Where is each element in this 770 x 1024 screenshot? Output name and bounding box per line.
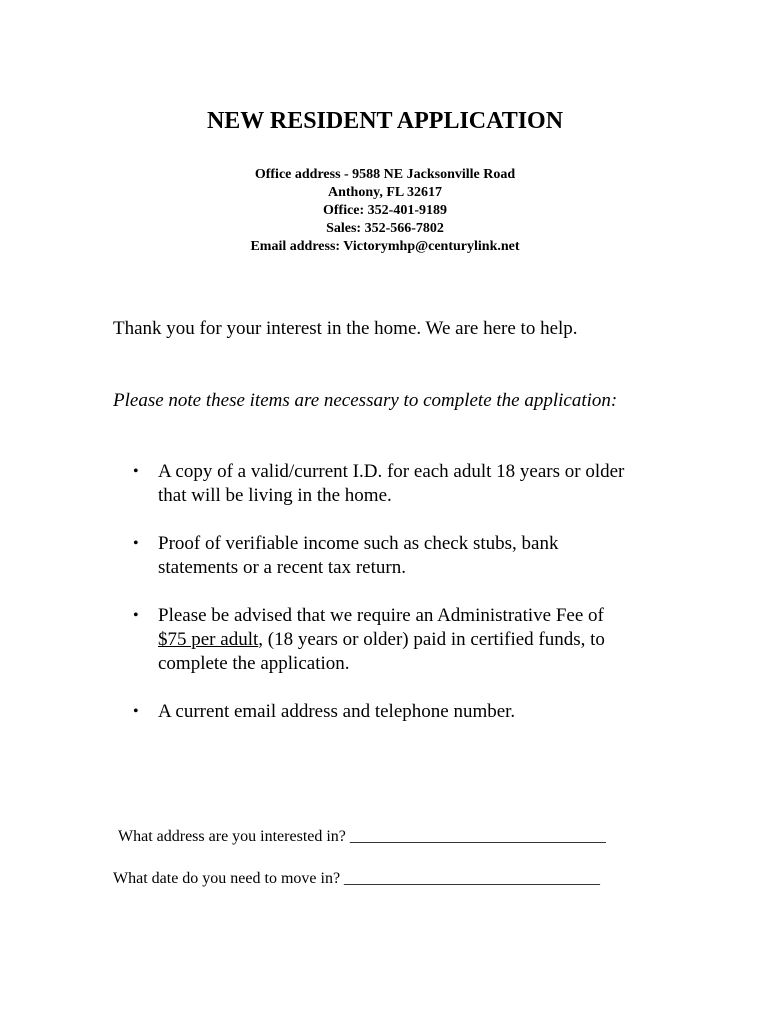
- bullet-icon: •: [133, 607, 139, 624]
- bullet-icon: •: [133, 535, 139, 552]
- office-address: Office address - 9588 NE Jacksonville Road: [254, 167, 516, 182]
- bullet-icon: •: [133, 463, 139, 480]
- list-item-fee: [113, 604, 673, 676]
- list-item-income: [113, 532, 673, 580]
- city-line: Anthony, FL 32617: [328, 185, 442, 200]
- requirements-note: Please note these items are necessary to complete the application:: [113, 390, 618, 411]
- id-line-2: that will be living in the home.: [158, 485, 392, 506]
- contact-block: [0, 166, 770, 256]
- income-line-1: Proof of verifiable income such as check stubs, bank: [158, 533, 559, 554]
- fee-line-3: complete the application.: [158, 653, 350, 674]
- requirements-list: [113, 460, 673, 748]
- move-date-question[interactable]: What date do you need to move in? ________________________________: [113, 870, 601, 887]
- email-address: Email address: Victorymhp@centurylink.net: [250, 239, 520, 254]
- page-title: NEW RESIDENT APPLICATION: [206, 108, 564, 134]
- sales-phone: Sales: 352-566-7802: [326, 221, 444, 236]
- income-line-2: statements or a recent tax return.: [158, 557, 406, 578]
- list-item-contact-info: [113, 700, 673, 724]
- id-line-1: A copy of a valid/current I.D. for each adult 18 years or older: [158, 461, 625, 482]
- address-question[interactable]: What address are you interested in? ________________________________: [118, 828, 606, 845]
- list-item-id: [113, 460, 673, 508]
- office-phone: Office: 352-401-9189: [322, 203, 448, 218]
- fee-line-1: Please be advised that we require an Administrative Fee of: [158, 605, 604, 626]
- fee-line-2: , (18 years or older) paid in certified funds, to: [258, 629, 605, 650]
- bullet-icon: •: [133, 703, 139, 720]
- contact-info-line: A current email address and telephone number.: [158, 701, 516, 722]
- fee-amount: $75 per adult: [158, 629, 259, 650]
- intro-text: Thank you for your interest in the home. We are here to help.: [113, 318, 578, 339]
